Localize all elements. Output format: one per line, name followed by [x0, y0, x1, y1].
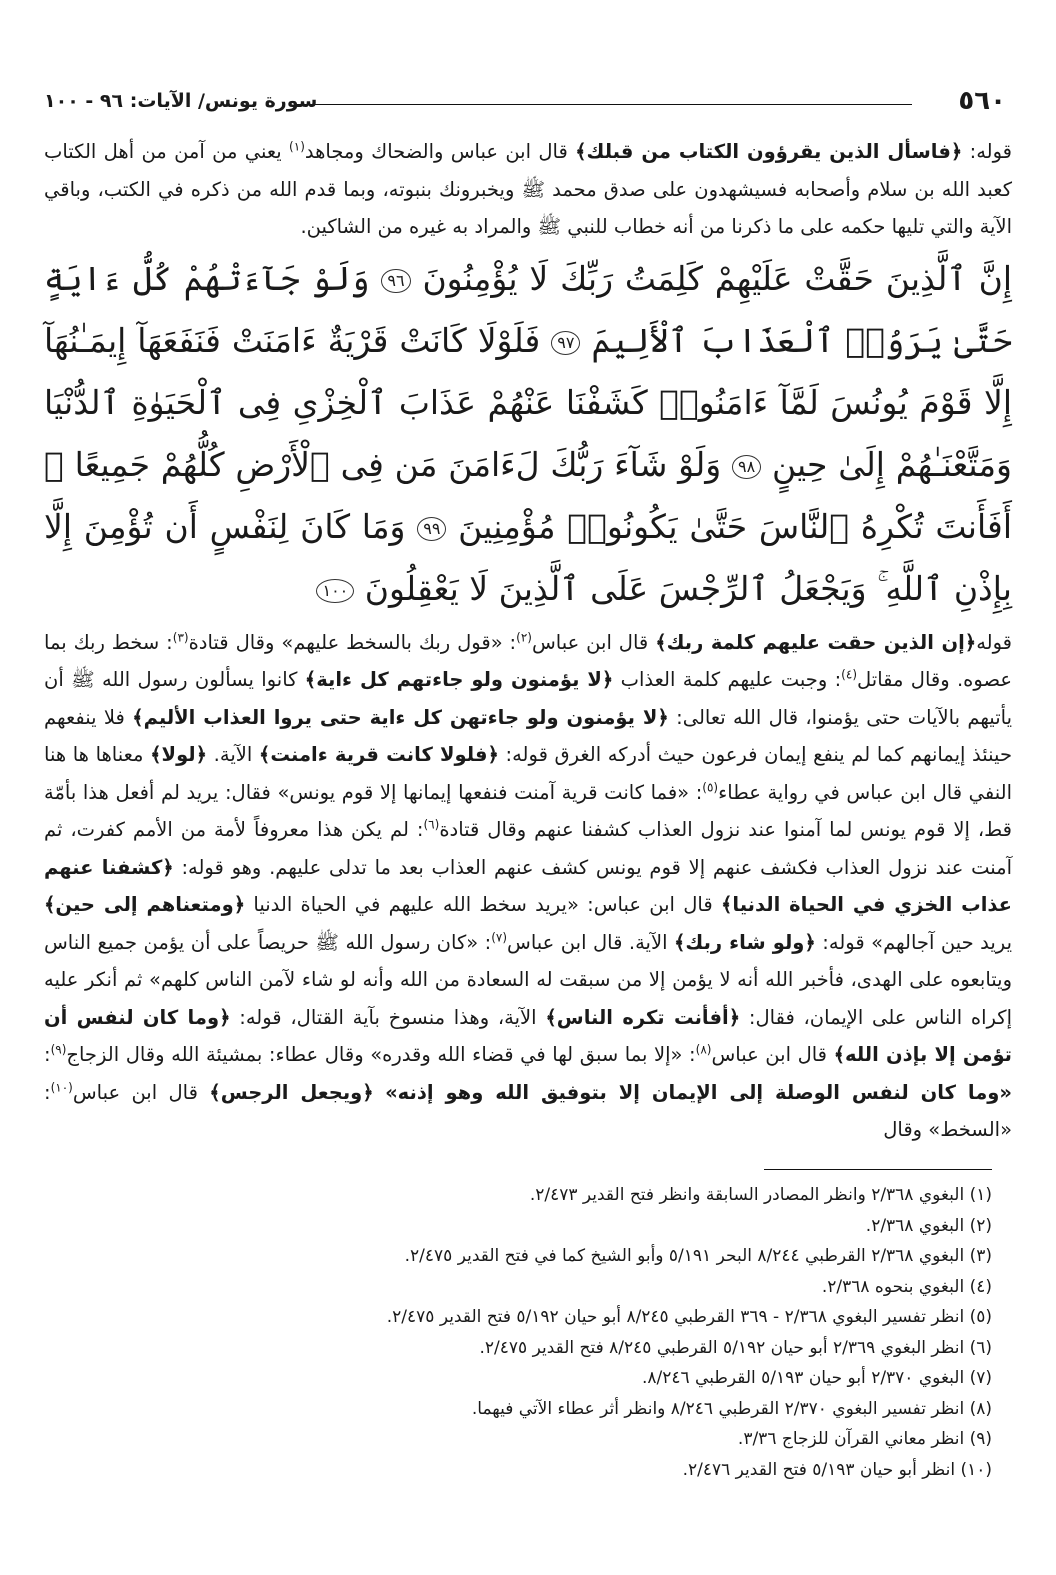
intro-paragraph	[44, 133, 1012, 246]
commentary-paragraph	[44, 624, 1012, 1149]
quote-bold: ﴿ومتعناهم إلى حين﴾	[44, 893, 246, 916]
quote-bold: ﴿إن الذين حقت عليهم كلمة ربك﴾	[655, 630, 977, 654]
text: كانوا يسألون رسول الله ﷺ أن يأتيهم بالآيات حتى يؤمنوا، قال الله تعالى:	[44, 668, 1012, 729]
footnote: (١٠) انظر أبو حيان ٥/١٩٣ فتح القدير ٢/٤٧٦.	[682, 1459, 992, 1480]
quote-bold: ﴿فلولا كانت قرية ءامنت﴾	[258, 743, 499, 766]
ayah-number-96: ٩٦	[381, 269, 410, 293]
footnote-ref: (١٠)	[50, 1080, 73, 1094]
footnote-ref: (٨)	[695, 1042, 712, 1057]
text: قال ابن عباس والضحاك ومجاهد	[304, 140, 576, 163]
text: قال ابن عباس	[711, 1043, 834, 1066]
verse-98: فَلَوْلَا كَانَتْ قَرْيَةٌ ءَامَنَتْ فَنَفَعَهَآ إِيمَـٰنُهَآ إِلَّا قَوْمَ يُونُسَ لَمَّآ ءَامَنُوا۟ كَشَفْنَا عَنْهُمْ عَذَابَ ٱلْخِزْىِ فِى ٱلْحَيَوٰةِ ٱلدُّنْيَا وَمَتَّعْنَـٰهُمْ إِلَىٰ حِينٍ	[44, 320, 1012, 484]
footnote-ref: (٧)	[491, 930, 508, 944]
text: قال ابن عباس: «يريد سخط الله عليهم في الحياة الدنيا	[245, 893, 721, 916]
ayah-number-97: ٩٧	[551, 331, 580, 355]
footnote-ref: (٢)	[516, 630, 532, 644]
text: : سخط ربك بما عصوه. وقال مقاتل	[44, 630, 1012, 691]
verse-99: وَلَوْ شَآءَ رَبُّكَ لَءَامَنَ مَن فِى ٱلْأَرْضِ كُلُّهُمْ جَمِيعًا ۚ أَفَأَنتَ تُكْرِهُ ٱلنَّاسَ حَتَّىٰ يَكُونُوا۟ مُؤْمِنِينَ	[44, 444, 1012, 546]
text: : لم يكن هذا معروفاً لأمة من الأمم كفرت، ثم آمنت عند نزول العذاب فكشف عنهم إلا قوم يونس كشف عنهم العذاب بعد ما تدلى عليهم. وهو قوله:	[44, 818, 1012, 879]
verse-96: إِنَّ ٱلَّذِينَ حَقَّتْ عَلَيْهِمْ كَلِمَتُ رَبِّكَ لَا يُؤْمِنُونَ	[422, 258, 1012, 298]
footnote: (٣) البغوي ٢/٣٦٨ القرطبي ٨/٢٤٤ البحر ٥/١٩١ وأبو الشيخ كما في فتح القدير ٢/٤٧٥.	[404, 1246, 992, 1266]
quote-bold: ﴿لا يؤمنون ولو جاءتهن كل ءاية حتى يروا العذاب الأليم﴾	[132, 705, 669, 729]
text: قال ابن عباس	[72, 1080, 210, 1104]
footnote-ref: (٩)	[50, 1042, 67, 1057]
footnotes-list	[60, 1180, 992, 1485]
ayah-number-99: ٩٩	[417, 517, 446, 541]
text: : «إلا بما سبق لها في قضاء الله وقدره» وقال عطاء: بمشيئة الله وقال الزجاج	[66, 1043, 696, 1066]
running-header	[44, 80, 1012, 120]
text: : وجبت عليهم كلمة العذاب	[613, 668, 842, 691]
text	[374, 1081, 385, 1104]
header-rule	[294, 104, 912, 105]
footnote: (٥) انظر تفسير البغوي ٢/٣٦٨ - ٣٦٩ القرطبي ٨/٢٤٥ أبو حيان ٥/١٩٢ فتح القدير ٢/٤٧٥.	[386, 1307, 992, 1327]
footnote: (١) البغوي ٢/٣٦٨ وانظر المصادر السابقة وانظر فتح القدير ٢/٤٧٣.	[529, 1185, 992, 1205]
quote-bold: «وما كان لنفس الوصلة إلى الإيمان إلا بتوفيق الله وهو إذنه»	[385, 1080, 1012, 1104]
text: فلا ينفعهم حينئذ إيمانهم كما لم ينفع إيمان فرعون حيث أدركه الغرق قوله:	[44, 705, 1012, 766]
ayah-number-100: ١٠٠	[316, 579, 354, 603]
text: الآية.	[207, 743, 259, 766]
footnote: (٩) انظر معاني القرآن للزجاج ٣/٣٦.	[737, 1429, 992, 1449]
text: : «السخط» وقال	[44, 1080, 1012, 1141]
text: : «قول ربك بالسخط عليهم» وقال قتادة	[188, 630, 517, 654]
quote-bold: ﴿لولا﴾	[150, 743, 208, 766]
text: يعني من آمن من أهل الكتاب كعبد الله بن سلام وأصحابه فسيشهدون على صدق محمد ﷺ ويخبرونك بنبوته، وبما قدم الله من ذكره في الكتب، وباقي الآية والتي تليها حكمه على ما ذكرنا من أنه خطاب للنبي ﷺ والمراد به غيره من الشاكين.	[44, 140, 1012, 238]
footnote-ref: (٣)	[172, 630, 189, 644]
quote-bold: ﴿أفأنت تكره الناس﴾	[545, 1005, 741, 1029]
footnote-ref: (٦)	[423, 817, 440, 832]
footnote: (٨) انظر تفسير البغوي ٢/٣٧٠ القرطبي ٨/٢٤٦ وانظر أثر عطاء الآتي فيهما.	[471, 1398, 992, 1419]
text: الآية، وهذا منسوخ بآية القتال، قوله:	[230, 1005, 546, 1029]
footnote: (٤) البغوي بنحوه ٢/٣٦٨.	[821, 1276, 992, 1297]
text: :	[44, 1043, 51, 1066]
footnote-ref: (٥)	[702, 780, 719, 794]
surah-title: سورة يونس/ الآيات: ٩٦ - ١٠٠	[44, 90, 318, 112]
page-number: ٥٦٠	[958, 86, 1006, 116]
text: قوله	[976, 630, 1012, 654]
quote-bold: ﴿ويجعل الرجس﴾	[209, 1080, 374, 1104]
text: : «كان رسول الله ﷺ حريصاً على أن يؤمن جميع الناس ويتابعوه على الهدى، فأخبر الله أنه لا يؤمن إلا من سبقت له السعادة من الله وأنه لو شاء لآمن الناس كلهم» ثم أنكر عليه إكراه الناس على الإيمان، فقال:	[44, 930, 1012, 1029]
footnote: (٧) البغوي ٢/٣٧٠ أبو حيان ٥/١٩٣ القرطبي ٨/٢٤٦.	[641, 1368, 992, 1388]
footnote-ref: (١)	[289, 139, 305, 154]
text: قال ابن عباس	[531, 630, 656, 654]
verse-100: وَمَا كَانَ لِنَفْسٍ أَن تُؤْمِنَ إِلَّا بِإِذْنِ ٱللَّهِ ۚ وَيَجْعَلُ ٱلرِّجْسَ عَلَى ٱلَّذِينَ لَا يَعْقِلُونَ	[44, 506, 1012, 608]
quote-bold: ﴿لا يؤمنون ولو جاءتهم كل ءاية﴾	[304, 668, 614, 691]
text: معناها ها هنا النفي قال ابن عباس في رواية عطاء	[44, 743, 1012, 804]
ayah-number-98: ٩٨	[732, 455, 761, 479]
footnote: (٢) البغوي ٢/٣٦٨.	[865, 1215, 992, 1236]
quran-verses	[44, 248, 1012, 620]
quote-bold: ﴿وما كان لنفس أن تؤمن إلا بإذن الله﴾	[44, 1005, 1012, 1066]
quote-bold: ﴿كشفنا عنهم عذاب الخزي في الحياة الدنيا﴾	[44, 855, 1013, 916]
footnote-rule	[764, 1169, 992, 1170]
text: يريد حين آجالهم» قوله:	[815, 930, 1012, 954]
footnote-ref: (٤)	[841, 667, 857, 682]
text: قوله:	[962, 140, 1013, 163]
text: الآية. قال ابن عباس	[507, 930, 674, 954]
quote-bold: ﴿فاسأل الذين يقرؤون الكتاب من قبلك﴾	[575, 140, 963, 163]
text: : «فما كانت قرية آمنت فنفعها إيمانها إلا قوم يونس» فقال: يريد لم أفعل هذا بأمّة قط، إلا قوم يونس لما آمنوا عند نزول العذاب كشفنا عنهم وقال قتادة	[44, 780, 1012, 841]
quote-bold: ﴿ولو شاء ربك﴾	[673, 930, 816, 954]
verse-97: وَلَوْ جَآءَتْهُمْ كُلُّ ءَايَةٍ حَتَّىٰ يَرَوُا۟ ٱلْعَذَابَ ٱلْأَلِيمَ	[44, 258, 1013, 360]
page-body	[44, 133, 1012, 1149]
footnote: (٦) انظر البغوي ٢/٣٦٩ أبو حيان ٥/١٩٢ القرطبي ٨/٢٤٥ فتح القدير ٢/٤٧٥.	[479, 1337, 992, 1358]
